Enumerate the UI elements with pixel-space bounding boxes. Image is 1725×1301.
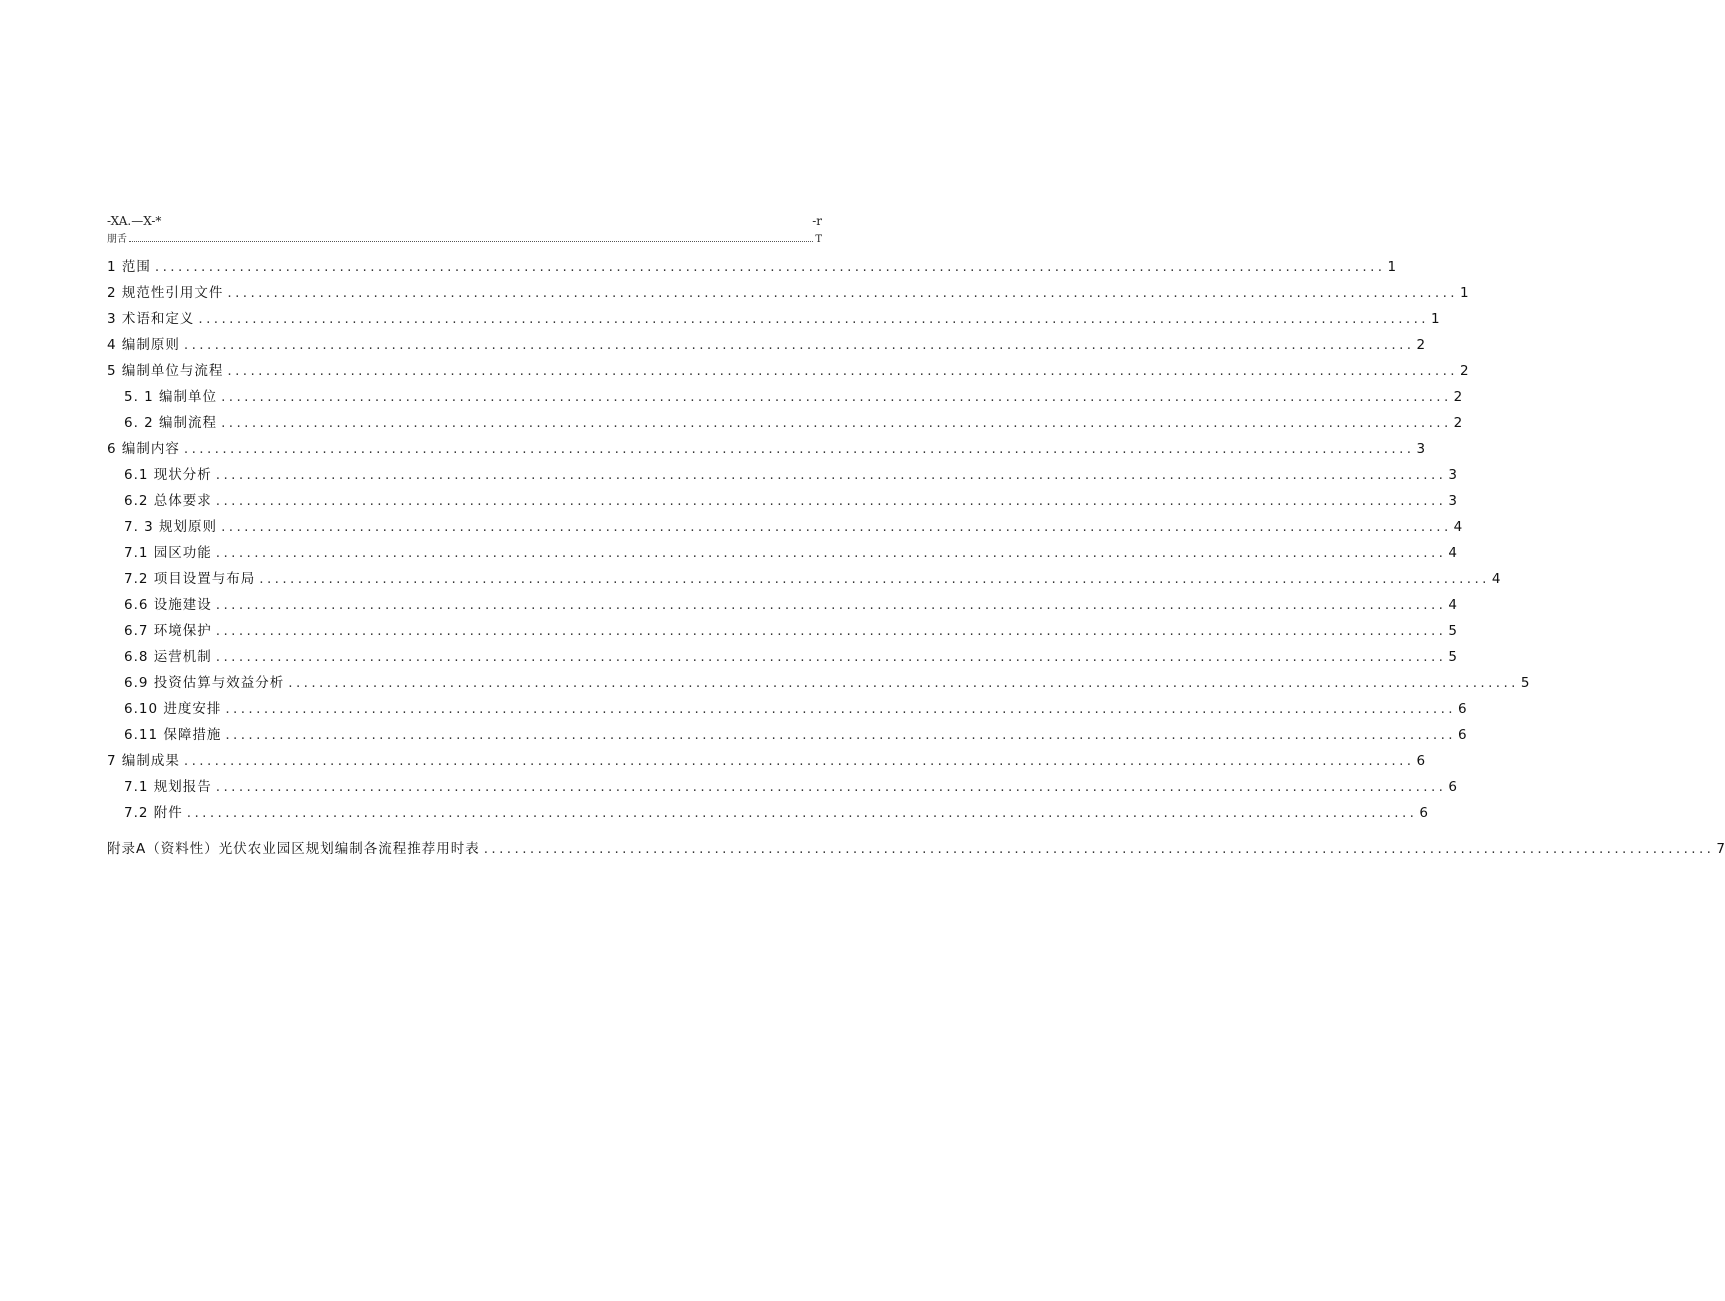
toc-entry-label: 6.8 运营机制 [124,649,212,665]
toc-entry[interactable] [107,752,1426,770]
toc-entry[interactable] [107,440,1426,458]
dot-leader: ................................................................................................................................................................ [183,337,1415,353]
toc-entry-label: 7.1 规划报告 [124,779,212,795]
dot-leader: ................................................................................................................................................................ [221,519,1452,535]
header-line-2 [107,230,822,245]
toc-entry-label: 6 编制内容 [107,441,180,457]
toc-entry[interactable] [107,466,1457,484]
toc-entry-label: 7.2 附件 [124,805,183,821]
dot-leader: ................................................................................................................................................................ [221,415,1452,431]
toc-entry-label: 7.1 园区功能 [124,545,212,561]
toc-entry-page: 6 [1448,779,1457,795]
dot-leader: ................................................................................................................................................................ [227,285,1458,301]
toc-entry[interactable] [107,336,1426,354]
header-line-1 [107,214,822,228]
toc-entry-page: 7 [1716,841,1725,857]
toc-entry[interactable] [107,726,1467,744]
dot-leader: ................................................................................................................................................................ [186,805,1418,821]
toc-entry-page: 1 [1387,259,1397,275]
dot-leader: ................................................................................................................................................................ [215,649,1447,665]
toc-entry-page: 5 [1448,623,1457,639]
toc-entry[interactable] [107,700,1467,718]
dot-leader: ................................................................................................................................................................ [221,389,1452,405]
toc-entry[interactable] [107,778,1457,796]
dot-leader: ................................................................................................................................................................ [215,597,1447,613]
toc-entry[interactable] [107,258,1397,276]
toc-entry-label: 5. 1 编制单位 [124,389,218,405]
dot-leader: ................................................................................................................................................................ [225,701,1456,717]
toc-entry-label: 6.1 现状分析 [124,467,212,483]
dot-leader: ................................................................................................................................................................ [215,623,1447,639]
toc-entry-page: 2 [1460,363,1469,379]
toc-entry-label: 6.10 进度安排 [124,701,222,717]
dot-leader: ................................................................................................................................................................ [215,545,1447,561]
header-line-2-leader [129,240,813,242]
toc-entry-label: 2 规范性引用文件 [107,285,224,301]
header-line-1-left: -XA.—X-* [107,214,162,228]
toc-entry[interactable] [107,414,1463,432]
toc-entry-page: 2 [1416,337,1426,353]
toc-entry-label: 1 范围 [107,259,151,275]
toc-entry[interactable] [107,518,1463,536]
dot-leader: ................................................................................................................................................................ [227,363,1458,379]
toc-entry-label: 6.11 保障措施 [124,727,222,743]
toc-entry-label: 6.9 投资估算与效益分析 [124,675,285,691]
toc-entry-page: 3 [1448,493,1457,509]
toc-entry-label: 3 术语和定义 [107,311,195,327]
toc-entry-page: 5 [1448,649,1457,665]
toc-entry-label: 4 编制原则 [107,337,180,353]
header-line-2-left: 朋舌 [107,234,127,245]
dot-leader: ................................................................................................................................................................ [215,779,1447,795]
toc-entry-page: 4 [1453,519,1463,535]
dot-leader: ................................................................................................................................................................ [183,753,1415,769]
toc-entry[interactable] [107,544,1457,562]
toc-entry-page: 4 [1448,545,1457,561]
toc-entry-page: 5 [1520,675,1530,691]
toc-entry-page: 3 [1416,441,1426,457]
toc-entry[interactable] [107,388,1463,406]
toc-entry-page: 6 [1457,701,1467,717]
toc-entry[interactable] [107,310,1440,328]
dot-leader: ................................................................................................................................................................ [215,493,1447,509]
toc-entry-page: 2 [1453,389,1463,405]
header-line-1-right: -r [812,214,822,228]
toc-entry[interactable] [107,284,1469,302]
dot-leader: ................................................................................................................................................................ [483,841,1715,857]
header-line-2-right: T [815,234,822,245]
dot-leader: ................................................................................................................................................................ [215,467,1447,483]
dot-leader: ................................................................................................................................................................ [183,441,1415,457]
toc-entry[interactable] [107,648,1457,666]
toc-entry-page: 6 [1419,805,1428,821]
toc-entry[interactable] [107,362,1469,380]
dot-leader: ................................................................................................................................................................ [154,259,1386,275]
toc-entry-page: 2 [1453,415,1463,431]
toc-entry-page: 1 [1431,311,1440,327]
toc-entry-page: 3 [1448,467,1457,483]
toc-entry[interactable] [107,804,1428,822]
dot-leader: ................................................................................................................................................................ [198,311,1429,327]
toc-entry-page: 1 [1460,285,1469,301]
toc-entry-label: 6.7 环境保护 [124,623,212,639]
toc-entry-page: 4 [1448,597,1457,613]
toc-entry[interactable] [107,570,1501,588]
dot-leader: ................................................................................................................................................................ [225,727,1456,743]
toc-entry[interactable] [107,840,1725,858]
toc-entry-label: 5 编制单位与流程 [107,363,224,379]
toc-entry-label: 7.2 项目设置与布局 [124,571,256,587]
dot-leader: ................................................................................................................................................................ [288,675,1519,691]
toc-entry-label: 6.6 设施建设 [124,597,212,613]
toc-entry-label: 6. 2 编制流程 [124,415,218,431]
toc-entry-label: 7 编制成果 [107,753,180,769]
toc-entry[interactable] [107,492,1457,510]
toc-entry[interactable] [107,622,1457,640]
toc-entry[interactable] [107,674,1530,692]
toc-entry-label: 7. 3 规划原则 [124,519,218,535]
toc-entry-page: 4 [1491,571,1501,587]
toc-entry[interactable] [107,596,1457,614]
toc-entry-label: 附录A（资料性）光伏农业园区规划编制各流程推荐用时表 [107,841,480,857]
toc-entry-page: 6 [1416,753,1426,769]
toc-entry-label: 6.2 总体要求 [124,493,212,509]
dot-leader: ................................................................................................................................................................ [259,571,1490,587]
toc-entry-page: 6 [1457,727,1467,743]
